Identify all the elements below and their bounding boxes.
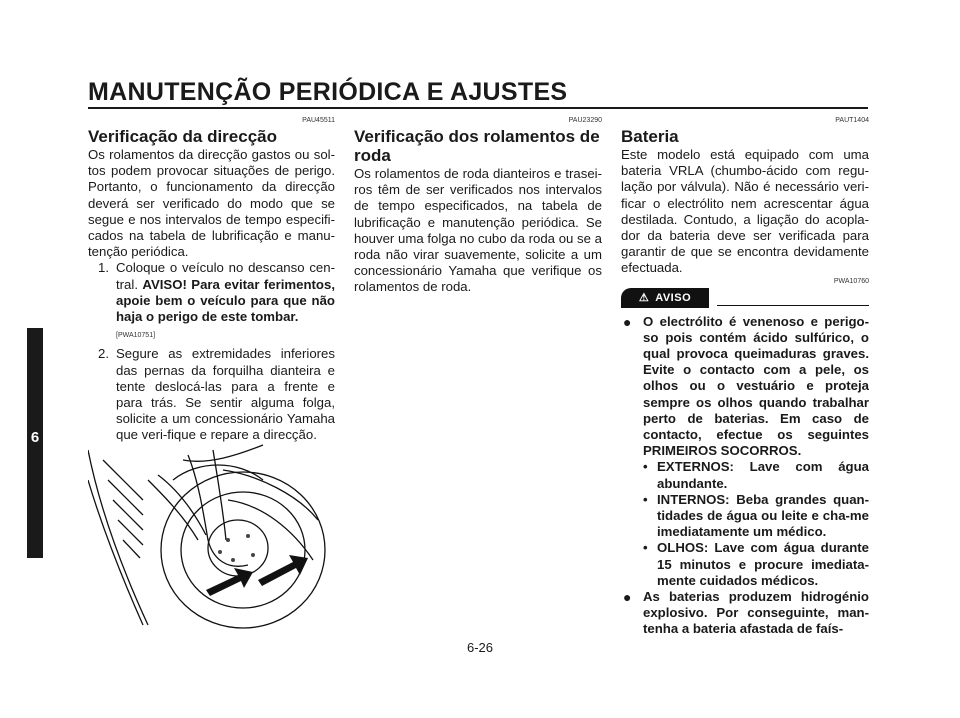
section-code: PAU45511 — [302, 117, 335, 124]
step-text: Segure as extremidades inferiores das pernas da forquilha dianteira e tente deslocá-las para a frente e para trás. Se sentir alguma folga, solicite a um concessionário Yamaha que veri-fique e repare a direcção. — [116, 346, 335, 443]
section-title: Verificação da direcção — [88, 127, 277, 146]
step-item — [88, 346, 335, 443]
steering-check-illustration — [88, 440, 335, 630]
bullet-icon: • — [643, 540, 648, 556]
warning-text: O electrólito é venenoso e perigo-so pois contém ácido sulfúrico, o qual provoca queimaduras graves. Evite o contacto com a pele, os olhos ou o vestuário e proteja sempre os olhos quando trabalhar perto de baterias. Em caso de contacto, efectue os seguintes PRIMEIROS SOCORROS. — [643, 313, 869, 459]
section-title: Verificação dos rolamentos de roda — [354, 127, 600, 165]
first-aid-text: OLHOS: Lave com água durante 15 minutos e procure imediata-mente cuidados médicos. — [657, 540, 869, 588]
step-warning: AVISO! Para evitar ferimentos, apoie bem o veículo para que não haja o perigo de este tombar. — [116, 276, 335, 325]
step-number: 1. — [98, 260, 109, 276]
warning-badge — [621, 288, 709, 308]
page-number: 6-26 — [466, 640, 494, 655]
section-intro: Os rolamentos da direcção gastos ou sol-tos podem provocar situações de perigo. Portanto, o funcionamento da direcção deverá ser verificado do modo que se segue e nos intervalos de tempo especifi-cados na tabela de lubrificação e manu-tenção periódica. — [88, 147, 335, 260]
section-code: PAUT1404 — [835, 117, 869, 124]
page-header-title: MANUTENÇÃO PERIÓDICA E AJUSTES — [88, 78, 568, 106]
header-rule — [88, 107, 868, 109]
section-battery — [621, 116, 869, 638]
step-item — [88, 260, 335, 344]
steps-list — [88, 260, 335, 443]
section-steering-check — [88, 116, 335, 444]
warning-item — [621, 314, 869, 589]
first-aid-item — [643, 492, 869, 541]
warning-code: PWA10760 — [833, 277, 869, 285]
step-number: 2. — [98, 346, 109, 362]
warning-text: As baterias produzem hidrogénio explosivo. Por conseguinte, man-tenha a bateria afastada de faís- — [643, 589, 869, 637]
bullet-icon: ● — [623, 589, 632, 606]
chapter-number: 6 — [30, 429, 40, 446]
warning-label: AVISO — [655, 291, 692, 304]
first-aid-item — [643, 459, 869, 491]
step-warning-code: [PWA10751] — [116, 332, 156, 340]
step-text: Coloque o veículo no descanso cen-tral. — [116, 260, 335, 292]
bullet-icon: • — [643, 459, 648, 475]
first-aid-list — [643, 459, 869, 589]
first-aid-text: INTERNOS: Beba grandes quan-tidades de água ou leite e cha-me imediatamente um médico. — [657, 491, 869, 540]
bullet-icon: • — [643, 491, 648, 507]
first-aid-text: EXTERNOS: Lave com água abundante. — [657, 459, 869, 491]
warning-item — [621, 589, 869, 638]
bullet-icon: ● — [623, 313, 632, 330]
section-wheel-bearings — [354, 116, 602, 296]
warning-triangle-icon: ⚠ — [638, 291, 650, 304]
warning-list — [621, 314, 869, 638]
warning-header — [621, 288, 869, 310]
first-aid-item — [643, 540, 869, 589]
section-body: Este modelo está equipado com uma bateria VRLA (chumbo-ácido com regu-lação por válvula). Não é necessário veri-ficar o electrólito nem acrescentar água destilada. Contudo, a ligação do acopla-dor da bateria deve ser verificada para garantir de que se encontra devidamente efectuada. — [621, 147, 869, 276]
section-code: PAU23290 — [568, 117, 602, 124]
section-body: Os rolamentos de roda dianteiros e trasei-ros têm de ser verificados nos intervalos de tempo especificados, na tabela de lubrificação e manutenção periódica. Se houver uma folga no cubo da roda ou se a roda não virar suavemente, solicite a um concessionário Yamaha que verifique os rolamentos de roda. — [354, 166, 602, 295]
warning-rule — [717, 305, 869, 307]
section-title: Bateria — [621, 127, 679, 146]
